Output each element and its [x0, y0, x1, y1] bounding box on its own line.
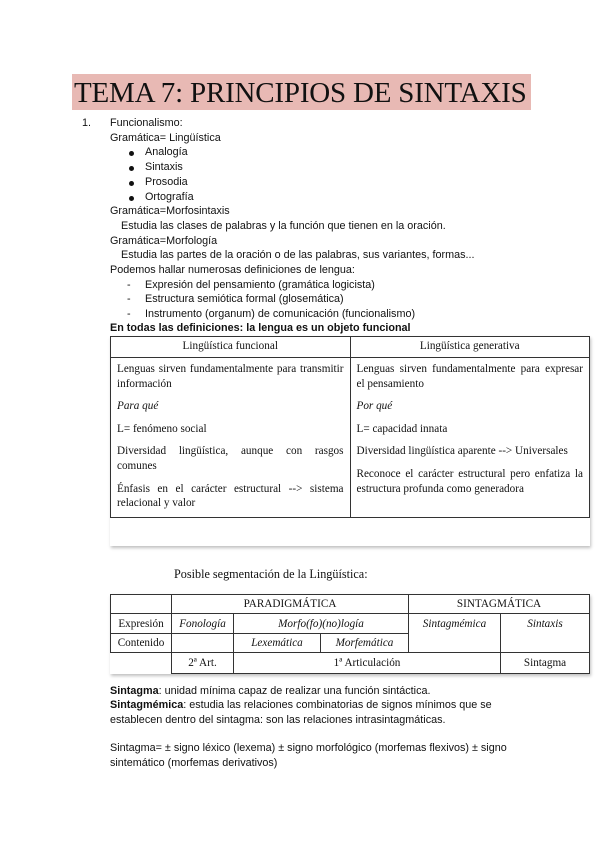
morfosintaxis-description: Estudia las clases de palabras y la función que tienen en la oración. [121, 220, 446, 232]
cell-sintagmemica: Sintagmémica [408, 613, 501, 653]
sintagma-definition [110, 684, 430, 699]
definition-item: Estructura semiótica formal (glosemática) [145, 293, 344, 305]
term-sintagmemica: Sintagmémica [110, 699, 184, 711]
sintagmemica-definition-text: : estudia las relaciones combinatorias de signos mínimos que se [183, 699, 492, 711]
sintagma-formula: Sintagma= ± signo léxico (lexema) ± signo morfológico (morfemas flexivos) ± signo [110, 742, 507, 754]
section-heading: Funcionalismo: [110, 117, 183, 129]
cell-lexematica: Lexemática [233, 633, 321, 653]
cell-text: Diversidad lingüística, aunque con rasgos comunes [117, 445, 344, 472]
bullet-icon [129, 151, 134, 156]
table-cell-funcional [111, 358, 351, 518]
cell-2a-articulacion: 2ª Art. [171, 652, 234, 674]
bullet-item: Analogía [145, 146, 188, 158]
table-header: Lingüística generativa [350, 337, 590, 358]
cell-text: Lenguas sirven fundamentalmente para expresar el pensamiento [356, 363, 583, 390]
sintagma-definition-text: : unidad mínima capaz de realizar una función sintáctica. [158, 685, 431, 697]
bullet-item: Ortografía [145, 191, 194, 203]
comparison-table [110, 336, 590, 518]
cell-fonologia: Fonología [171, 613, 234, 634]
cell-sintagma: Sintagma [500, 652, 590, 674]
list-number: 1. [82, 117, 92, 129]
gramatica-morfosintaxis: Gramática=Morfosintaxis [110, 205, 230, 217]
cell-morfofonologia: Morfo(fo)(no)logía [233, 613, 409, 634]
title-highlight [72, 74, 531, 110]
cell-text: L= fenómeno social [117, 422, 207, 435]
morfologia-description: Estudia las partes de la oración o de las palabras, sus variantes, formas... [121, 249, 475, 261]
table-cell-empty [171, 633, 234, 653]
bullet-item: Sintaxis [145, 161, 183, 173]
bullet-icon [129, 181, 134, 186]
cell-text: L= capacidad innata [356, 422, 448, 435]
row-expresion: Expresión [110, 613, 172, 634]
cell-text: Diversidad lingüística aparente --> Universales [356, 445, 568, 458]
sintagmemica-definition [110, 698, 492, 713]
sintagma-formula-cont: sintemático (morfemas derivativos) [110, 757, 278, 769]
definitions-intro: Podemos hallar numerosas definiciones de lengua: [110, 264, 355, 276]
definition-item: Instrumento (organum) de comunicación (funcionalismo) [145, 308, 416, 320]
table-cell-generativa [350, 358, 590, 518]
cell-text: Lenguas sirven fundamentalmente para transmitir información [117, 363, 344, 390]
table-cell-empty [110, 594, 172, 614]
segmentation-caption: Posible segmentación de la Lingüística: [174, 567, 368, 581]
cell-text: Reconoce el carácter estructural pero enfatiza la estructura profunda como generadora [356, 467, 583, 495]
page-title: TEMA 7: PRINCIPIOS DE SINTAXIS [74, 77, 527, 109]
table-cell-empty [110, 652, 172, 674]
definition-item: Expresión del pensamiento (gramática logicista) [145, 279, 375, 291]
bullet-icon [129, 196, 134, 201]
cell-morfematica: Morfemática [320, 633, 409, 653]
conclusion-text: En todas las definiciones: la lengua es un objeto funcional [110, 322, 411, 334]
cell-text: Por qué [356, 400, 393, 413]
dash-marker: - [127, 308, 131, 320]
segmentation-table [110, 594, 590, 674]
dash-marker: - [127, 293, 131, 305]
term-sintagma: Sintagma [110, 685, 159, 697]
cell-sintaxis: Sintaxis [500, 613, 590, 653]
cell-text: Énfasis en el carácter estructural --> sistema relacional y valor [117, 482, 344, 510]
cell-1a-articulacion: 1ª Articulación [233, 652, 501, 674]
bullet-icon [129, 166, 134, 171]
cell-text: Para qué [117, 400, 159, 413]
sintagmemica-definition-cont: establecen dentro del sintagma: son las relaciones intrasintagmáticas. [110, 714, 446, 726]
table-header: Lingüística funcional [111, 337, 351, 358]
header-sintagmatica: SINTAGMÁTICA [408, 594, 590, 614]
gramatica-morfologia: Gramática=Morfología [110, 235, 218, 247]
row-contenido: Contenido [110, 633, 172, 653]
gramatica-linguistica: Gramática= Lingüística [110, 132, 221, 144]
dash-marker: - [127, 279, 131, 291]
header-paradigmatica: PARADIGMÁTICA [171, 594, 409, 614]
bullet-item: Prosodia [145, 176, 188, 188]
